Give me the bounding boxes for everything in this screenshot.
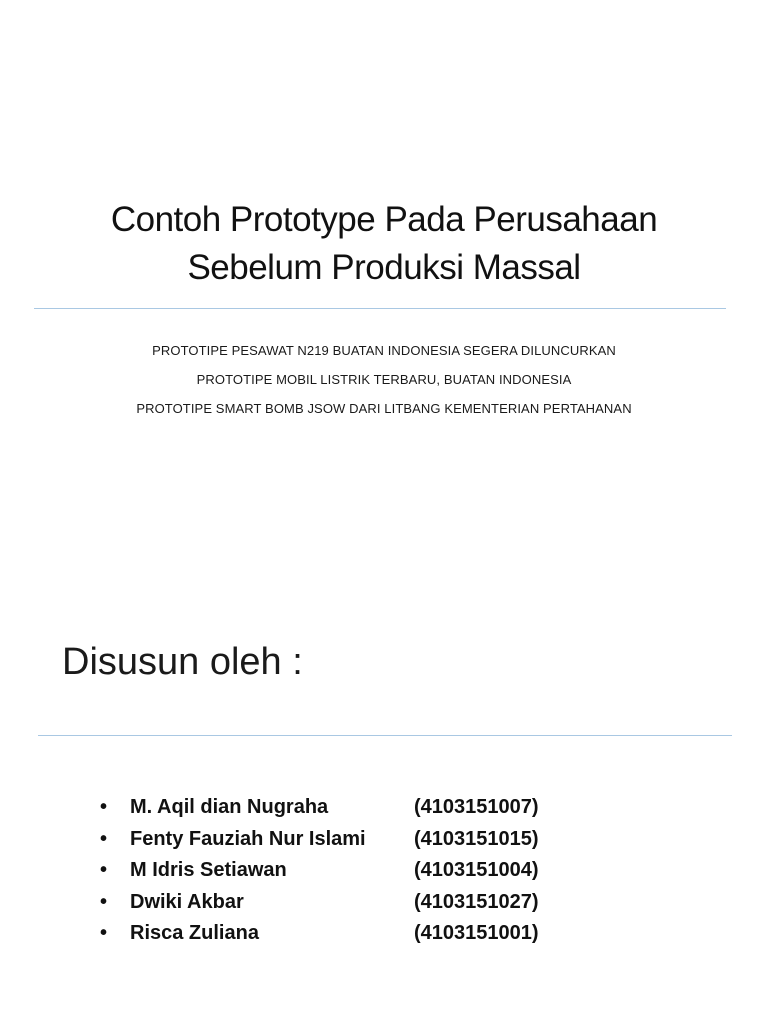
authors-heading: Disusun oleh : [62, 641, 303, 683]
authors-slide [0, 512, 768, 1024]
member-id: (4103151027) [414, 890, 539, 913]
member-name: Fenty Fauziah Nur Islami [130, 827, 366, 850]
bullet-icon: • [100, 859, 108, 881]
member-id: (4103151015) [414, 827, 539, 850]
member-name: Dwiki Akbar [130, 890, 244, 913]
bullet-icon: • [100, 890, 108, 913]
bullet-icon: • [100, 922, 108, 944]
member-name: M Idris Setiawan [130, 859, 287, 881]
member-name: Risca Zuliana [130, 922, 259, 944]
subtitle-list [40, 336, 728, 423]
slide-title-line-1: Contoh Prototype Pada Perusahaan [110, 200, 658, 239]
bullet-icon: • [100, 827, 108, 850]
slide-title [40, 196, 728, 292]
member-id: (4103151001) [414, 922, 539, 944]
title-divider [34, 308, 726, 309]
member-id: (4103151007) [414, 796, 539, 818]
authors-divider [38, 735, 732, 736]
bullet-icon: • [100, 796, 108, 818]
member-name: M. Aqil dian Nugraha [130, 796, 329, 818]
subtitle-line: PROTOTIPE MOBIL LISTRIK TERBARU, BUATAN INDONESIA [196, 372, 572, 387]
subtitle-line: PROTOTIPE SMART BOMB JSOW DARI LITBANG KEMENTERIAN PERTAHANAN [136, 401, 632, 416]
member-id: (4103151004) [414, 859, 539, 881]
slide-title-line-2: Sebelum Produksi Massal [187, 248, 581, 287]
subtitle-line: PROTOTIPE PESAWAT N219 BUATAN INDONESIA SEGERA DILUNCURKAN [152, 343, 616, 358]
